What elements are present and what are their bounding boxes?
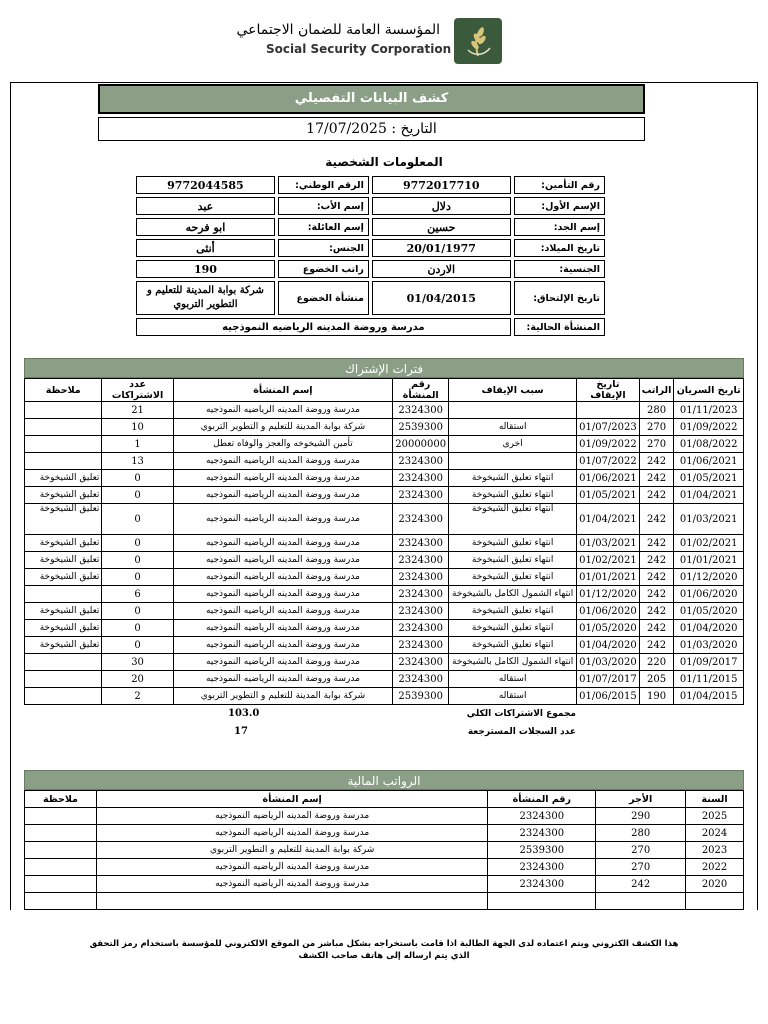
field-label: إسم الأب: <box>278 197 369 215</box>
table-row <box>25 671 744 688</box>
personal-row <box>136 239 605 257</box>
table-row <box>25 504 744 535</box>
table-row <box>25 859 744 876</box>
periods-cell: 01/02/2021 <box>577 552 640 569</box>
periods-cell: 0 <box>102 569 173 586</box>
periods-cell: 01/09/2022 <box>674 419 744 436</box>
periods-cell <box>25 654 102 671</box>
field-value: الاردن <box>372 260 511 278</box>
empty-cell <box>686 893 744 910</box>
table-row <box>25 876 744 893</box>
field-value: أنثى <box>136 239 275 257</box>
periods-cell: تعليق الشيخوخة <box>25 535 102 552</box>
periods-cell: 280 <box>639 402 674 419</box>
periods-cell: 0 <box>102 504 173 535</box>
periods-cell: 01/04/2021 <box>674 487 744 504</box>
periods-table <box>24 378 744 705</box>
periods-cell: تعليق الشيخوخة <box>25 470 102 487</box>
total-subscriptions-value: 103.0 <box>228 708 260 719</box>
field-value: 20/01/1977 <box>372 239 511 257</box>
periods-cell: 242 <box>639 504 674 535</box>
salaries-header: الأجر <box>596 791 686 808</box>
periods-cell: 01/12/2020 <box>577 586 640 603</box>
table-row <box>25 825 744 842</box>
periods-header: عدد الاشتراكات <box>102 379 173 402</box>
periods-cell: 01/04/2020 <box>577 637 640 654</box>
periods-cell: 13 <box>102 453 173 470</box>
field-value: 01/04/2015 <box>372 281 511 315</box>
field-label: الجنسية: <box>514 260 605 278</box>
field-value: ابو فرحه <box>136 218 275 236</box>
salaries-cell: 290 <box>596 808 686 825</box>
periods-cell: 01/05/2020 <box>674 603 744 620</box>
table-row <box>25 569 744 586</box>
periods-cell: 0 <box>102 535 173 552</box>
periods-cell: 2324300 <box>393 552 449 569</box>
periods-cell: 2539300 <box>393 688 449 705</box>
footer-disclaimer: هذا الكشف الكتروني ويتم اعتماده لدى الجهة الطالبة اذا قامت باستخراجه بشكل مباشر من الموقع الالكتروني للمؤسسة باستخدام رمز التحقق الذي يتم ارساله إلى هاتف صاحب الكشف <box>89 939 679 961</box>
periods-cell: 2324300 <box>393 453 449 470</box>
periods-cell <box>25 436 102 453</box>
periods-cell: 01/06/2020 <box>577 603 640 620</box>
periods-cell: 270 <box>639 436 674 453</box>
personal-row <box>136 176 605 194</box>
periods-cell <box>25 688 102 705</box>
report-date <box>98 117 645 141</box>
periods-cell: مدرسة وروضة المدينه الرياضيه النموذجيه <box>173 453 393 470</box>
table-row <box>25 419 744 436</box>
periods-cell: 01/07/2017 <box>577 671 640 688</box>
periods-cell: 0 <box>102 637 173 654</box>
field-label: إسم الجد: <box>514 218 605 236</box>
periods-cell: 242 <box>639 569 674 586</box>
periods-cell: شركة بوابة المدينة للتعليم و التطوير التربوي <box>173 688 393 705</box>
empty-cell <box>25 893 97 910</box>
org-name-english: Social Security Corporation <box>266 42 452 56</box>
field-label: تاريخ الإلتحاق: <box>514 281 605 315</box>
field-value: شركة بوابة المدينة للتعليم و التطوير التربوي <box>136 281 275 315</box>
salaries-section-title: الرواتب المالية <box>24 770 744 790</box>
field-label: إسم العائلة: <box>278 218 369 236</box>
periods-header: تاريخ السريان <box>674 379 744 402</box>
periods-cell <box>577 402 640 419</box>
periods-cell: 242 <box>639 535 674 552</box>
periods-cell: 2 <box>102 688 173 705</box>
salaries-cell: 2024 <box>686 825 744 842</box>
periods-cell <box>25 586 102 603</box>
periods-cell: 2324300 <box>393 586 449 603</box>
periods-cell: 01/06/2020 <box>674 586 744 603</box>
periods-header: رقم المنشأة <box>393 379 449 402</box>
field-label: رقم التأمين: <box>514 176 605 194</box>
periods-cell: 205 <box>639 671 674 688</box>
report-title: كشف البيانات التفصيلي <box>98 84 645 114</box>
periods-cell: انتهاء تعليق الشيخوخة <box>449 603 577 620</box>
periods-cell: 01/05/2021 <box>577 487 640 504</box>
periods-cell: 01/06/2021 <box>577 470 640 487</box>
periods-cell: 01/04/2020 <box>674 620 744 637</box>
field-label: تاريخ الميلاد: <box>514 239 605 257</box>
periods-cell: 01/03/2020 <box>674 637 744 654</box>
empty-row <box>25 893 744 910</box>
periods-cell: 01/01/2021 <box>577 569 640 586</box>
periods-cell: تعليق الشيخوخة <box>25 504 102 535</box>
periods-cell: 20 <box>102 671 173 688</box>
table-row <box>25 402 744 419</box>
periods-cell: مدرسة وروضة المدينه الرياضيه النموذجيه <box>173 586 393 603</box>
periods-cell: 2324300 <box>393 637 449 654</box>
date-label: التاريخ : <box>391 121 437 137</box>
salaries-header: ملاحظة <box>25 791 97 808</box>
salaries-cell: مدرسة وروضة المدينه الرياضيه النموذجيه <box>96 808 487 825</box>
periods-cell: انتهاء تعليق الشيخوخة <box>449 620 577 637</box>
periods-cell <box>25 402 102 419</box>
page-header <box>0 14 768 70</box>
periods-cell: 01/03/2021 <box>577 535 640 552</box>
periods-cell: مدرسة وروضة المدينه الرياضيه النموذجيه <box>173 569 393 586</box>
periods-cell: 0 <box>102 552 173 569</box>
periods-cell: مدرسة وروضة المدينه الرياضيه النموذجيه <box>173 487 393 504</box>
field-value: حسين <box>372 218 511 236</box>
org-name-arabic: المؤسسة العامة للضمان الاجتماعي <box>236 22 440 38</box>
periods-cell <box>25 419 102 436</box>
periods-cell: مدرسة وروضة المدينه الرياضيه النموذجيه <box>173 552 393 569</box>
field-value: 190 <box>136 260 275 278</box>
periods-cell: 2324300 <box>393 569 449 586</box>
periods-header: تاريخ الإيقاف <box>577 379 640 402</box>
records-count-label: عدد السجلات المسترجعة <box>467 727 576 737</box>
salaries-cell <box>25 808 97 825</box>
salaries-cell <box>25 876 97 893</box>
table-row <box>25 842 744 859</box>
periods-cell: 01/11/2015 <box>674 671 744 688</box>
periods-cell: 2539300 <box>393 419 449 436</box>
periods-cell: انتهاء الشمول الكامل بالشيخوخة <box>449 586 577 603</box>
table-row <box>25 688 744 705</box>
periods-cell <box>25 671 102 688</box>
periods-cell: 0 <box>102 620 173 637</box>
periods-cell: 01/07/2022 <box>577 453 640 470</box>
periods-cell: تعليق الشيخوخة <box>25 487 102 504</box>
salaries-cell: 2539300 <box>488 842 596 859</box>
salaries-cell: 2324300 <box>488 825 596 842</box>
salaries-cell: 280 <box>596 825 686 842</box>
periods-cell: 01/04/2015 <box>674 688 744 705</box>
salaries-cell: 2020 <box>686 876 744 893</box>
field-label: الإسم الأول: <box>514 197 605 215</box>
personal-row <box>136 218 605 236</box>
salaries-cell: 2022 <box>686 859 744 876</box>
salaries-table <box>24 790 744 910</box>
periods-cell: 0 <box>102 487 173 504</box>
periods-cell <box>449 402 577 419</box>
periods-cell: استقاله <box>449 419 577 436</box>
periods-cell: 242 <box>639 552 674 569</box>
periods-cell: مدرسة وروضة المدينه الرياضيه النموذجيه <box>173 637 393 654</box>
salaries-header: السنة <box>686 791 744 808</box>
periods-cell: 242 <box>639 487 674 504</box>
salaries-cell: مدرسة وروضة المدينه الرياضيه النموذجيه <box>96 876 487 893</box>
periods-cell: انتهاء تعليق الشيخوخة <box>449 552 577 569</box>
periods-cell: استقاله <box>449 671 577 688</box>
field-value: عبد <box>136 197 275 215</box>
current-facility-row <box>136 318 605 336</box>
salaries-cell <box>25 859 97 876</box>
salaries-cell <box>25 825 97 842</box>
periods-cell: مدرسة وروضة المدينه الرياضيه النموذجيه <box>173 504 393 535</box>
periods-cell: انتهاء تعليق الشيخوخة <box>449 535 577 552</box>
periods-cell: 2324300 <box>393 504 449 535</box>
periods-cell: 2324300 <box>393 487 449 504</box>
periods-cell: 242 <box>639 453 674 470</box>
periods-cell: 01/11/2023 <box>674 402 744 419</box>
salaries-cell: 2023 <box>686 842 744 859</box>
personal-row <box>136 197 605 215</box>
periods-cell: 10 <box>102 419 173 436</box>
field-label: راتب الخضوع <box>278 260 369 278</box>
periods-cell: 01/07/2023 <box>577 419 640 436</box>
periods-cell: 6 <box>102 586 173 603</box>
periods-cell: انتهاء تعليق الشيخوخة <box>449 470 577 487</box>
wheat-logo-icon <box>454 18 502 64</box>
periods-cell: 21 <box>102 402 173 419</box>
periods-cell: شركة بوابة المدينة للتعليم و التطوير التربوي <box>173 419 393 436</box>
periods-cell: انتهاء تعليق الشيخوخة <box>449 637 577 654</box>
table-row <box>25 552 744 569</box>
table-row <box>25 487 744 504</box>
date-value: 17/07/2025 <box>306 121 387 137</box>
periods-cell: 270 <box>639 419 674 436</box>
periods-cell: انتهاء تعليق الشيخوخة <box>449 569 577 586</box>
table-row <box>25 436 744 453</box>
field-label: الرقم الوطني: <box>278 176 369 194</box>
salaries-cell: 270 <box>596 842 686 859</box>
periods-section-title: فترات الإشتراك <box>24 358 744 378</box>
periods-cell: 30 <box>102 654 173 671</box>
periods-cell: 242 <box>639 603 674 620</box>
table-row <box>25 453 744 470</box>
salaries-cell: 242 <box>596 876 686 893</box>
periods-cell: مدرسة وروضة المدينه الرياضيه النموذجيه <box>173 535 393 552</box>
empty-cell <box>488 893 596 910</box>
periods-cell: تأمين الشيخوخه والعجز والوفاه تعطل <box>173 436 393 453</box>
periods-cell: انتهاء تعليق الشيخوخة <box>449 504 577 535</box>
periods-cell: 1 <box>102 436 173 453</box>
periods-cell: 2324300 <box>393 654 449 671</box>
periods-cell: 2324300 <box>393 470 449 487</box>
current-facility-label: المنشأة الحالية: <box>514 318 605 336</box>
periods-cell <box>25 453 102 470</box>
periods-cell: تعليق الشيخوخة <box>25 637 102 654</box>
salaries-cell: مدرسة وروضة المدينه الرياضيه النموذجيه <box>96 825 487 842</box>
periods-cell: 242 <box>639 470 674 487</box>
periods-cell: 20000000 <box>393 436 449 453</box>
periods-cell: اخرى <box>449 436 577 453</box>
periods-cell: 220 <box>639 654 674 671</box>
salaries-cell: 270 <box>596 859 686 876</box>
periods-cell: 01/06/2021 <box>674 453 744 470</box>
periods-cell: 0 <box>102 603 173 620</box>
periods-cell: 242 <box>639 620 674 637</box>
periods-header: ملاحظة <box>25 379 102 402</box>
periods-cell: 01/09/2017 <box>674 654 744 671</box>
field-value: 9772044585 <box>136 176 275 194</box>
periods-cell: مدرسة وروضة المدينه الرياضيه النموذجيه <box>173 671 393 688</box>
periods-header: إسم المنشأة <box>173 379 393 402</box>
periods-cell: مدرسة وروضة المدينه الرياضيه النموذجيه <box>173 603 393 620</box>
table-row <box>25 654 744 671</box>
periods-header: سبب الإيقاف <box>449 379 577 402</box>
periods-cell: 2324300 <box>393 603 449 620</box>
personal-info-title: المعلومات الشخصية <box>325 155 443 169</box>
periods-cell: 2324300 <box>393 535 449 552</box>
periods-cell: 2324300 <box>393 402 449 419</box>
periods-cell: انتهاء تعليق الشيخوخة <box>449 487 577 504</box>
periods-cell: 0 <box>102 470 173 487</box>
periods-cell: انتهاء الشمول الكامل بالشيخوخة <box>449 654 577 671</box>
table-row <box>25 586 744 603</box>
personal-row <box>136 260 605 278</box>
periods-cell: 01/01/2021 <box>674 552 744 569</box>
salaries-cell: 2025 <box>686 808 744 825</box>
periods-cell: مدرسة وروضة المدينه الرياضيه النموذجيه <box>173 470 393 487</box>
periods-cell: تعليق الشيخوخة <box>25 552 102 569</box>
field-label: الجنس: <box>278 239 369 257</box>
field-value: 9772017710 <box>372 176 511 194</box>
salaries-cell: مدرسة وروضة المدينه الرياضيه النموذجيه <box>96 859 487 876</box>
periods-cell: 01/12/2020 <box>674 569 744 586</box>
table-row <box>25 470 744 487</box>
periods-cell: 190 <box>639 688 674 705</box>
periods-cell: 01/03/2021 <box>674 504 744 535</box>
periods-cell: 01/03/2020 <box>577 654 640 671</box>
salaries-header: إسم المنشأة <box>96 791 487 808</box>
salaries-header: رقم المنشأة <box>488 791 596 808</box>
salaries-cell: شركة بوابة المدينة للتعليم و التطوير التربوي <box>96 842 487 859</box>
salaries-cell: 2324300 <box>488 859 596 876</box>
field-label: منشأة الخضوع <box>278 281 369 315</box>
periods-cell: 01/04/2021 <box>577 504 640 535</box>
salaries-cell: 2324300 <box>488 808 596 825</box>
personal-info-table <box>133 173 608 339</box>
periods-cell: 242 <box>639 586 674 603</box>
salaries-cell <box>25 842 97 859</box>
table-row <box>25 637 744 654</box>
periods-cell: 01/08/2022 <box>674 436 744 453</box>
records-count-value: 17 <box>234 726 248 737</box>
periods-cell: 2324300 <box>393 671 449 688</box>
periods-cell: استقاله <box>449 688 577 705</box>
field-value: دلال <box>372 197 511 215</box>
table-row <box>25 808 744 825</box>
periods-header: الراتب <box>639 379 674 402</box>
periods-cell: تعليق الشيخوخة <box>25 620 102 637</box>
periods-cell: مدرسة وروضة المدينه الرياضيه النموذجيه <box>173 654 393 671</box>
current-facility-value: مدرسة وروضة المدينه الرياضيه النموذجيه <box>136 318 511 336</box>
periods-cell <box>449 453 577 470</box>
personal-row <box>136 281 605 315</box>
table-row <box>25 620 744 637</box>
periods-cell: 01/05/2021 <box>674 470 744 487</box>
empty-cell <box>596 893 686 910</box>
total-subscriptions-label: مجموع الاشتراكات الكلي <box>466 709 576 719</box>
empty-cell <box>96 893 487 910</box>
periods-cell: تعليق الشيخوخة <box>25 603 102 620</box>
table-row <box>25 603 744 620</box>
periods-cell: مدرسة وروضة المدينه الرياضيه النموذجيه <box>173 620 393 637</box>
periods-cell: 242 <box>639 637 674 654</box>
salaries-cell: 2324300 <box>488 876 596 893</box>
table-row <box>25 535 744 552</box>
periods-cell: 2324300 <box>393 620 449 637</box>
periods-cell: 01/05/2020 <box>577 620 640 637</box>
periods-cell: 01/09/2022 <box>577 436 640 453</box>
periods-cell: 01/02/2021 <box>674 535 744 552</box>
periods-cell: تعليق الشيخوخة <box>25 569 102 586</box>
periods-cell: مدرسة وروضة المدينه الرياضيه النموذجيه <box>173 402 393 419</box>
periods-cell: 01/06/2015 <box>577 688 640 705</box>
